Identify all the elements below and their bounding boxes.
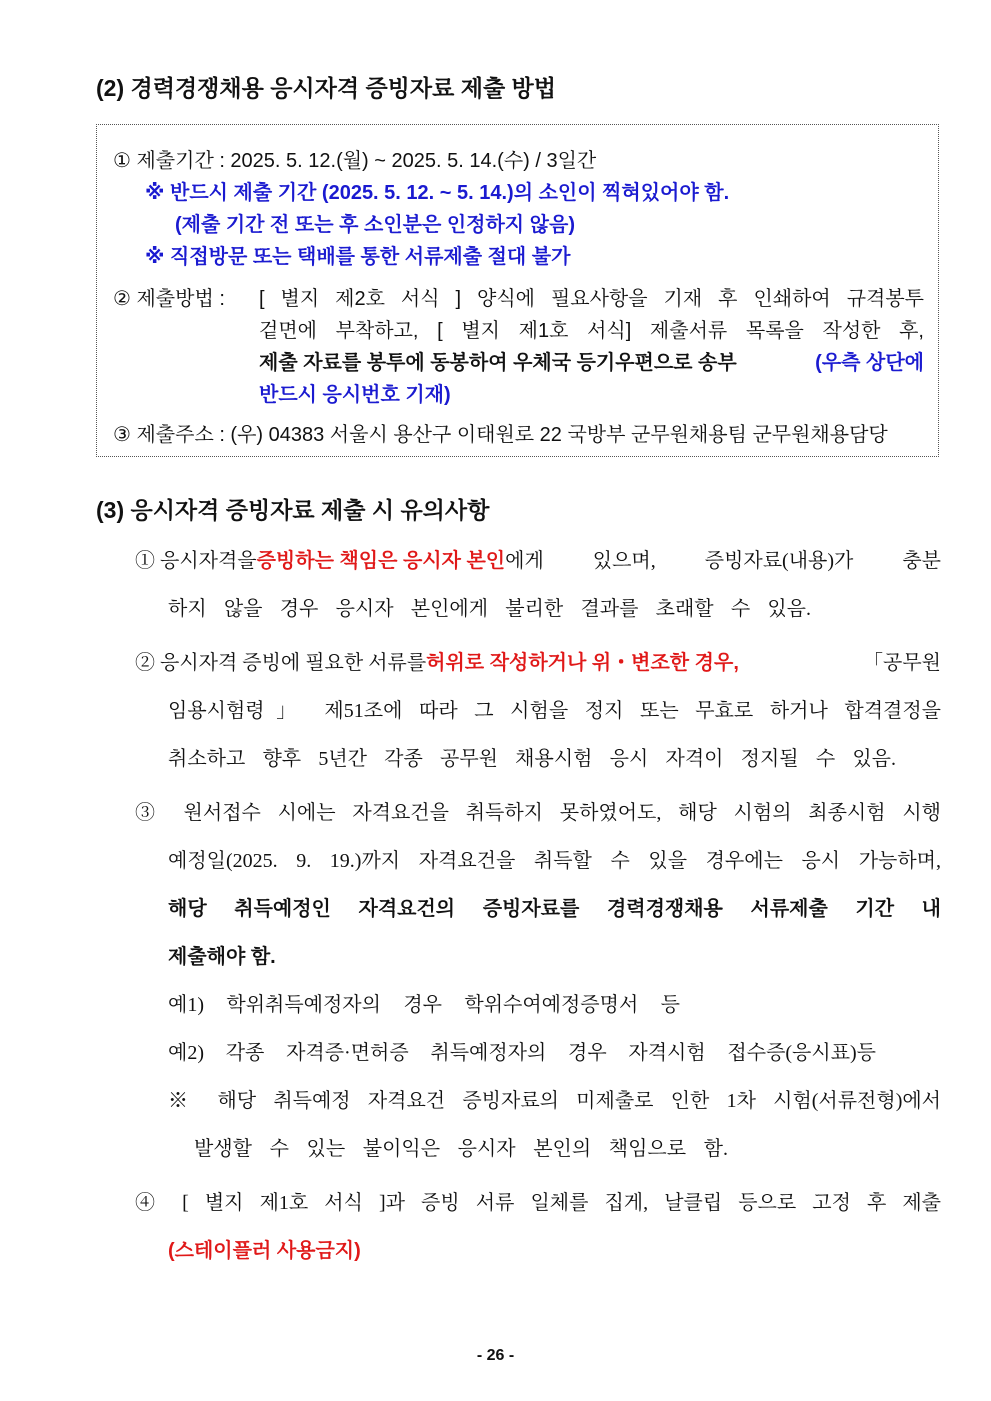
submission-method-line-3 bbox=[259, 346, 924, 375]
item-1-text-b: 에게 있으며, 증빙자료(내용)가 충분 bbox=[505, 550, 941, 572]
item-2-text-b: 「공무원 bbox=[863, 652, 941, 674]
item-1-emphasis: 증빙하는 책임은 응시자 본인 bbox=[256, 550, 506, 572]
disadvantage-note-line-2: 발생할 수 있는 불이익은 응시자 본인의 책임으로 함. bbox=[194, 1138, 728, 1160]
submission-method-blue: (우측 상단에 bbox=[815, 352, 924, 374]
postmark-note: ※ 반드시 제출 기간 (2025. 5. 12. ~ 5. 14.)의 소인이 찍혀있어야 함. bbox=[145, 182, 730, 204]
item-4-line-1: ④ [ 별지 제1호 서식 ]과 증빙 서류 일체를 집게, 날클립 등으로 고정 후 제출 bbox=[135, 1192, 941, 1214]
item-1-line-2: 하지 않을 경우 응시자 본인에게 불리한 결과를 초래할 수 있음. bbox=[168, 598, 811, 620]
item-2-emphasis: 허위로 작성하거나 위・변조한 경우, bbox=[426, 652, 739, 674]
example-2: 예2) 각종 자격증·면허증 취득예정자의 경우 자격시험 접수증(응시표)등 bbox=[168, 1042, 876, 1064]
submission-method-box bbox=[96, 124, 939, 457]
direct-visit-note: ※ 직접방문 또는 택배를 통한 서류제출 절대 불가 bbox=[145, 246, 571, 268]
item-1-line-1 bbox=[135, 544, 941, 573]
postmark-note-detail: (제출 기간 전 또는 후 소인분은 인정하지 않음) bbox=[175, 214, 575, 236]
submission-method-line-4: 반드시 응시번호 기재) bbox=[259, 384, 451, 406]
item-3-line-4: 제출해야 함. bbox=[168, 946, 276, 968]
submission-address: ③ 제출주소 : (우) 04383 서울시 용산구 이태원로 22 국방부 군무원채용팀 군무원채용담당 bbox=[113, 424, 888, 446]
submission-method-line-2: 겉면에 부착하고, [ 별지 제1호 서식] 제출서류 목록을 작성한 후, bbox=[259, 320, 924, 342]
item-2-line-2: 임용시험령」 제51조에 따라 그 시험을 정지 또는 무효로 하거나 합격결정을 bbox=[168, 700, 941, 722]
example-1: 예1) 학위취득예정자의 경우 학위수여예정증명서 등 bbox=[168, 994, 680, 1016]
item-2-line-1 bbox=[135, 646, 941, 675]
submission-method-line-1: [ 별지 제2호 서식 ] 양식에 필요사항을 기재 후 인쇄하여 규격봉투 bbox=[259, 288, 924, 310]
section-3-title: (3) 응시자격 증빙자료 제출 시 유의사항 bbox=[96, 497, 490, 523]
item-3-line-1: ③ 원서접수 시에는 자격요건을 취득하지 못하였어도, 해당 시험의 최종시험 시행 bbox=[135, 802, 941, 824]
submission-period: ① 제출기간 : 2025. 5. 12.(월) ~ 2025. 5. 14.(수) / 3일간 bbox=[113, 150, 597, 172]
item-2-line-3: 취소하고 향후 5년간 각종 공무원 채용시험 응시 자격이 정지될 수 있음. bbox=[168, 748, 896, 770]
submission-method-bold: 제출 자료를 봉투에 동봉하여 우체국 등기우편으로 송부 bbox=[259, 352, 737, 374]
disadvantage-note-line-1: ※ 해당 취득예정 자격요건 증빙자료의 미제출로 인한 1차 시험(서류전형)에서 bbox=[168, 1090, 941, 1112]
item-1-text-a: ① 응시자격을 bbox=[135, 550, 257, 572]
item-4-emphasis: (스테이플러 사용금지) bbox=[168, 1240, 361, 1262]
item-2-text-a: ② 응시자격 증빙에 필요한 서류를 bbox=[135, 652, 427, 674]
page-number: - 26 - bbox=[476, 1347, 515, 1364]
section-2-title: (2) 경력경쟁채용 응시자격 증빙자료 제출 방법 bbox=[96, 75, 556, 101]
submission-method-label: ② 제출방법 : bbox=[113, 288, 225, 310]
item-3-line-2: 예정일(2025. 9. 19.)까지 자격요건을 취득할 수 있을 경우에는 응시 가능하며, bbox=[168, 850, 941, 872]
item-3-line-3: 해당 취득예정인 자격요건의 증빙자료를 경력경쟁채용 서류제출 기간 내 bbox=[168, 898, 941, 920]
